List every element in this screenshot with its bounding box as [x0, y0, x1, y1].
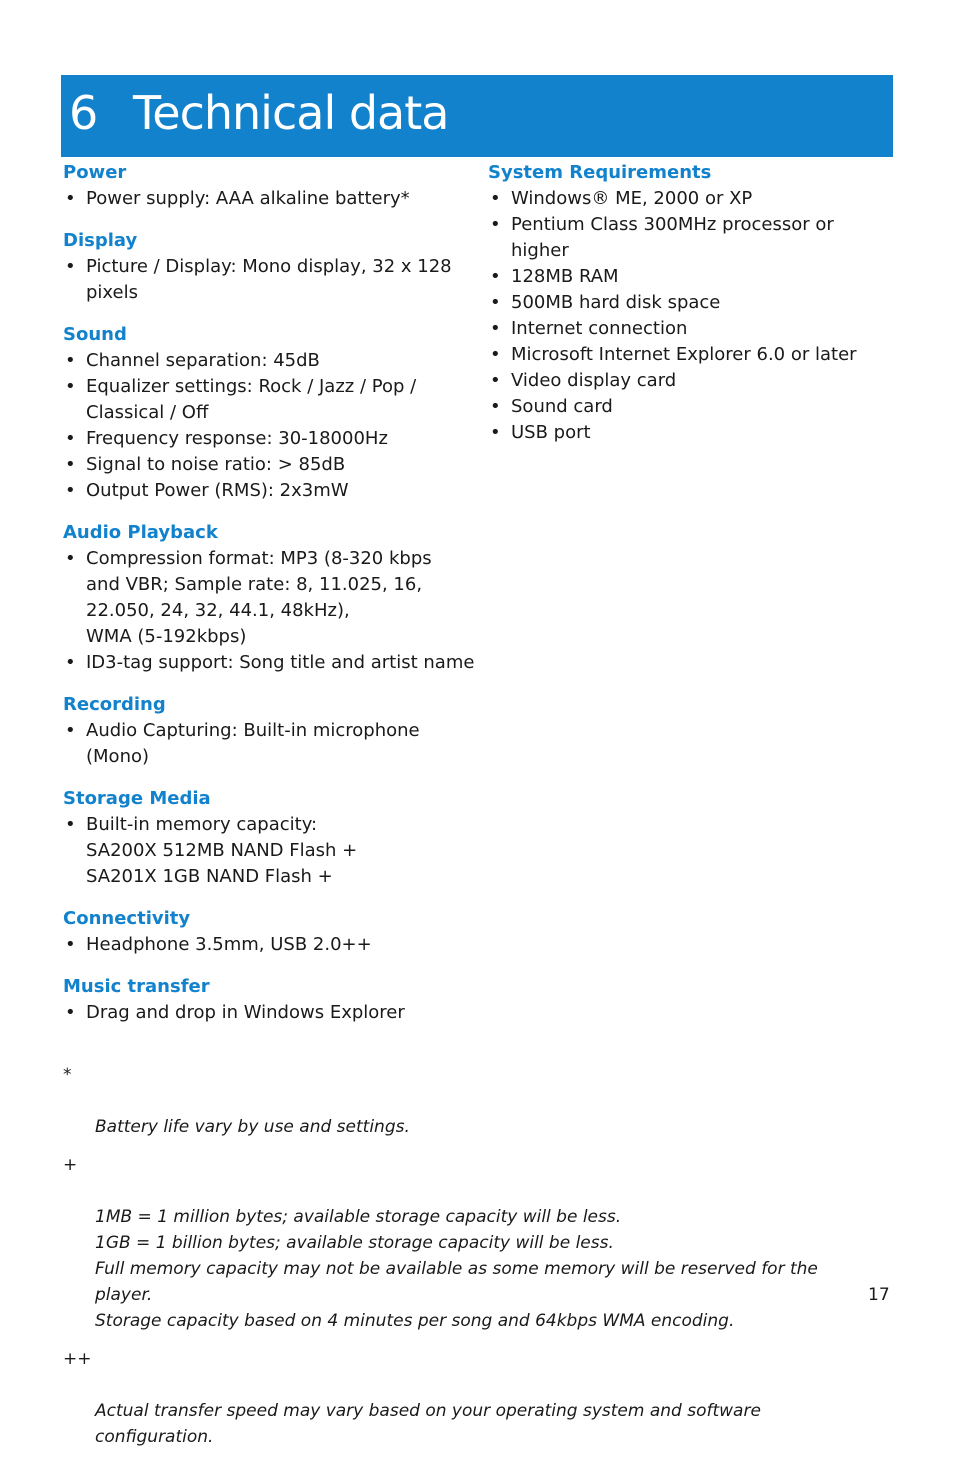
section-heading: Music transfer — [63, 976, 210, 997]
list-item: • Channel separation: 45dB — [63, 348, 483, 374]
list-item: • Compression format: MP3 (8-320 kbps and VBR; Sample rate: 8, 11.025, 16, 22.050, 24, 32, 44.1, 48kHz), WMA (5-192kbps) — [63, 546, 483, 650]
footnote-storage — [63, 1152, 863, 1334]
section-heading: System Requirements — [488, 162, 712, 183]
list-item: • Video display card — [488, 368, 888, 394]
section-connectivity — [63, 906, 483, 958]
page-title: Technical data — [133, 86, 449, 140]
right-column — [488, 160, 888, 462]
list-item: • Windows® ME, 2000 or XP — [488, 186, 888, 212]
section-heading: Display — [63, 230, 138, 251]
section-sound — [63, 322, 483, 504]
section-recording — [63, 692, 483, 770]
list-item: • Pentium Class 300MHz processor or higher — [488, 212, 888, 264]
section-audio-playback — [63, 520, 483, 676]
chapter-banner — [61, 75, 893, 157]
section-heading: Sound — [63, 324, 127, 345]
footnote-mark: + — [63, 1155, 78, 1175]
list-item: • Output Power (RMS): 2x3mW — [63, 478, 483, 504]
list-item: • Signal to noise ratio: > 85dB — [63, 452, 483, 478]
list-item: • 500MB hard disk space — [488, 290, 888, 316]
list-item: • Microsoft Internet Explorer 6.0 or later — [488, 342, 888, 368]
list-item: • Frequency response: 30-18000Hz — [63, 426, 483, 452]
footnote-text: 1MB = 1 million bytes; available storage capacity will be less. 1GB = 1 billion bytes; available storage capacity will be less. Full memory capacity may not be available as some memory will be reserved for the player. Storage capacity based on 4 minutes per song and 64kbps WMA encoding. — [95, 1207, 818, 1331]
list-item: • Drag and drop in Windows Explorer — [63, 1000, 483, 1026]
footnote-transfer — [63, 1346, 863, 1450]
section-heading: Recording — [63, 694, 166, 715]
list-item: • Audio Capturing: Built-in microphone (Mono) — [63, 718, 483, 770]
list-item: • USB port — [488, 420, 888, 446]
list-item: • Internet connection — [488, 316, 888, 342]
section-power — [63, 160, 483, 212]
section-storage-media — [63, 786, 483, 890]
section-display — [63, 228, 483, 306]
list-item: • Power supply: AAA alkaline battery* — [63, 186, 483, 212]
list-item: • ID3-tag support: Song title and artist name — [63, 650, 483, 676]
list-item: • Built-in memory capacity: SA200X 512MB NAND Flash + SA201X 1GB NAND Flash + — [63, 812, 483, 890]
left-column — [63, 160, 483, 1042]
footnote-mark: ++ — [63, 1349, 92, 1369]
list-item: • Headphone 3.5mm, USB 2.0++ — [63, 932, 483, 958]
section-music-transfer — [63, 974, 483, 1026]
section-heading: Connectivity — [63, 908, 191, 929]
footnote-mark: * — [63, 1065, 72, 1085]
footnote-text: Battery life vary by use and settings. — [95, 1117, 410, 1137]
footnotes — [63, 1062, 863, 1462]
footnote-text: Actual transfer speed may vary based on your operating system and software configuration. — [95, 1401, 761, 1447]
section-heading: Audio Playback — [63, 522, 218, 543]
list-item: • Picture / Display: Mono display, 32 x 128 pixels — [63, 254, 483, 306]
page-number: 17 — [868, 1285, 890, 1305]
section-heading: Power — [63, 162, 127, 183]
list-item: • Sound card — [488, 394, 888, 420]
list-item: • 128MB RAM — [488, 264, 888, 290]
section-heading: Storage Media — [63, 788, 211, 809]
chapter-number: 6 — [69, 86, 99, 140]
footnote-battery — [63, 1062, 863, 1140]
list-item: • Equalizer settings: Rock / Jazz / Pop / Classical / Off — [63, 374, 483, 426]
section-system-requirements — [488, 160, 888, 446]
